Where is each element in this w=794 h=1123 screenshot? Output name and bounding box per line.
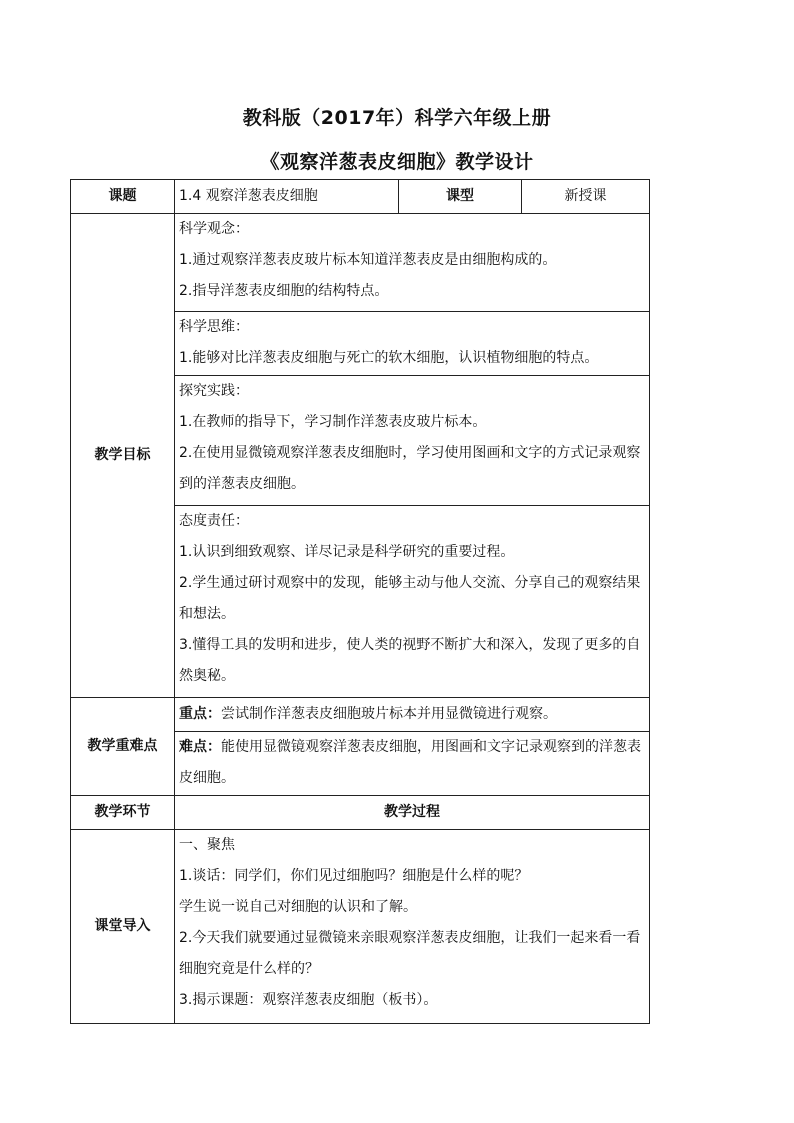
intro-line: 学生说一说自己对细胞的认识和了解。	[179, 899, 417, 915]
intro-row	[71, 830, 650, 1024]
attitude-heading: 态度责任：	[179, 513, 249, 529]
practice-heading: 探究实践：	[179, 383, 249, 399]
class-intro-label: 课堂导入	[71, 830, 175, 1024]
topic-value: 1.4 观察洋葱表皮细胞	[175, 180, 399, 214]
document-title: 教科版（2017年）科学六年级上册	[242, 107, 552, 129]
practice-item: 2.在使用显微镜观察洋葱表皮细胞时，学习使用图画和文字的方式记录观察到的洋葱表皮细胞。	[179, 445, 641, 492]
topic-label: 课题	[71, 180, 175, 214]
teaching-stage-header: 教学环节	[71, 796, 175, 830]
intro-line: 3.揭示课题：观察洋葱表皮细胞（板书）。	[179, 992, 438, 1008]
process-header-row	[71, 796, 650, 830]
key-difficult-label: 教学重难点	[71, 698, 175, 796]
thinking-item: 1.能够对比洋葱表皮细胞与死亡的软木细胞，认识植物细胞的特点。	[179, 350, 599, 366]
attitude-item: 1.认识到细致观察、详尽记录是科学研究的重要过程。	[179, 544, 515, 560]
intro-line: 1.谈话：同学们，你们见过细胞吗？细胞是什么样的呢？	[179, 868, 529, 884]
goals-thinking-cell	[175, 312, 650, 376]
attitude-item: 2.学生通过研讨观察中的发现，能够主动与他人交流、分享自己的观察结果和想法。	[179, 575, 641, 622]
intro-cell	[175, 830, 650, 1024]
concept-item: 2.指导洋葱表皮细胞的结构特点。	[179, 283, 389, 299]
concept-item: 1.通过观察洋葱表皮玻片标本知道洋葱表皮是由细胞构成的。	[179, 252, 557, 268]
key-point-label: 重点：	[179, 706, 221, 722]
thinking-heading: 科学思维：	[179, 319, 249, 335]
goals-practice-cell	[175, 376, 650, 506]
key-point-row	[71, 698, 650, 732]
document-subtitle: 《观察洋葱表皮细胞》教学设计	[260, 151, 534, 173]
difficult-point-cell	[175, 732, 650, 796]
key-point-text: 尝试制作洋葱表皮细胞玻片标本并用显微镜进行观察。	[221, 706, 557, 722]
difficult-point-text: 能使用显微镜观察洋葱表皮细胞，用图画和文字记录观察到的洋葱表皮细胞。	[179, 739, 641, 786]
lesson-plan-table	[70, 179, 650, 1024]
practice-item: 1.在教师的指导下，学习制作洋葱表皮玻片标本。	[179, 414, 487, 430]
attitude-item: 3.懂得工具的发明和进步，使人类的视野不断扩大和深入，发现了更多的自然奥秘。	[179, 637, 641, 684]
concept-heading: 科学观念：	[179, 221, 249, 237]
teaching-process-header: 教学过程	[175, 796, 650, 830]
goals-attitude-cell	[175, 506, 650, 698]
intro-line: 一、聚焦	[179, 837, 235, 853]
key-point-cell	[175, 698, 650, 732]
lesson-type-value: 新授课	[522, 180, 650, 214]
goals-concept-cell	[175, 214, 650, 312]
difficult-point-label: 难点：	[179, 739, 221, 755]
lesson-type-label: 课型	[399, 180, 522, 214]
goals-concept-row	[71, 214, 650, 312]
intro-line: 2.今天我们就要通过显微镜来亲眼观察洋葱表皮细胞，让我们一起来看一看细胞究竟是什么样的？	[179, 930, 641, 977]
topic-row	[71, 180, 650, 214]
teaching-goals-label: 教学目标	[71, 214, 175, 698]
